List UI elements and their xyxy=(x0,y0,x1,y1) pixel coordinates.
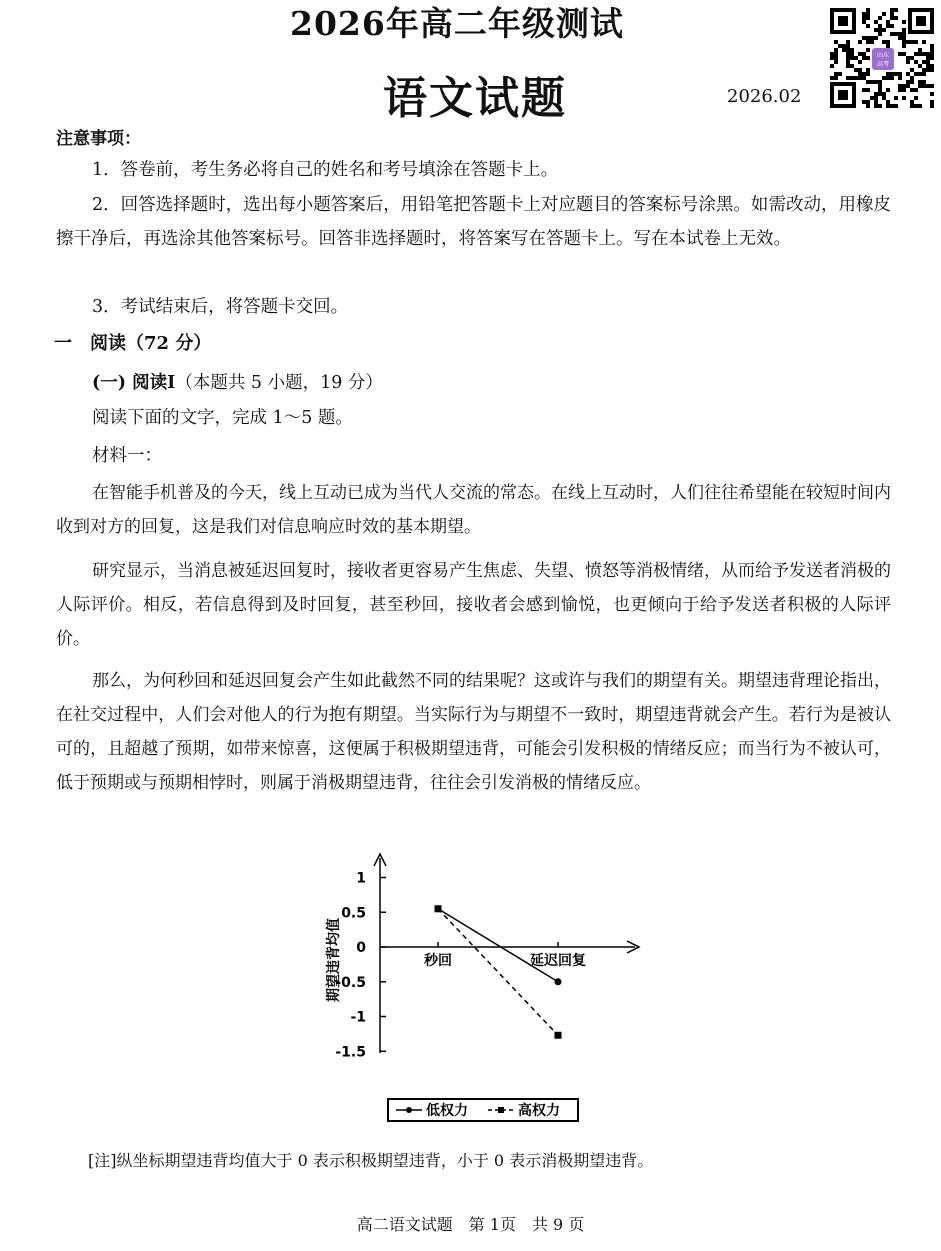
y-axis-label: 期望违背均值 xyxy=(326,918,342,1002)
y-tick-label: 1 xyxy=(356,870,366,887)
notes-heading: 注意事项： xyxy=(56,129,141,149)
subsection-heading xyxy=(92,369,383,394)
passage-paragraph-2: 研究显示，当消息被延迟回复时，接收者更容易产生焦虑、失望、愤怒等消极情绪，从而给予发送者消极的人际评价。相反，若信息得到及时回复，甚至秒回，接收者会感到愉悦，也更倾向于给予发送者积极的人际评价。 xyxy=(56,561,891,649)
data-point xyxy=(555,1032,562,1039)
legend-label: 高权力 xyxy=(518,1103,560,1119)
material-label: 材料一： xyxy=(92,446,162,466)
legend-marker xyxy=(406,1107,412,1113)
legend-label: 低权力 xyxy=(426,1103,468,1119)
data-point xyxy=(435,905,442,912)
y-tick-label: -0.5 xyxy=(335,974,366,991)
page-footer: 高二语文试题 第 1页 共 9 页 xyxy=(356,1215,585,1234)
series-line-1 xyxy=(438,909,558,1035)
subsection-label: (一) 阅读Ⅰ xyxy=(92,373,176,393)
reading-instruction: 阅读下面的文字，完成 1～5 题。 xyxy=(92,408,353,428)
section-heading: 一 阅读（72 分） xyxy=(54,333,212,354)
chart-note: [注]纵坐标期望违背均值大于 0 表示积极期望违背，小于 0 表示消极期望违背。 xyxy=(88,1151,654,1170)
exam-header: 2026年高二年级测试 xyxy=(290,4,624,43)
passage-paragraph-3: 那么，为何秒回和延迟回复会产生如此截然不同的结果呢？这或许与我们的期望有关。期望违背理论指出，在社交过程中，人们会对他人的行为抱有期望。当实际行为与期望不一致时，期望违背就会产生。若行为是被认可的，且超越了预期，如带来惊喜，这便属于积极期望违背，可能会引发积极的情绪反应；而当行为不被认可，低于预期或与预期相悖时，则属于消极期望违背，往往会引发消极的情绪反应。 xyxy=(56,671,891,793)
data-point xyxy=(555,978,562,985)
note-item-1: 1．答卷前，考生务必将自己的姓名和考号填涂在答题卡上。 xyxy=(92,160,559,180)
x-category-label: 秒回 xyxy=(424,953,452,969)
passage-paragraph-1: 在智能手机普及的今天，线上互动已成为当代人交流的常态。在线上互动时，人们往往希望能在较短时间内收到对方的回复，这是我们对信息响应时效的基本期望。 xyxy=(56,483,891,537)
y-tick-label: -1.5 xyxy=(335,1044,366,1061)
note-item-3: 3．考试结束后，将答题卡交回。 xyxy=(92,297,349,317)
qr-badge-line1: 山东 xyxy=(876,52,890,59)
subsection-info: （本题共 5 小题，19 分） xyxy=(175,373,383,393)
series-line-0 xyxy=(438,909,558,982)
qr-badge-line2: 高考 xyxy=(876,61,890,68)
expectation-violation-chart xyxy=(310,848,650,1128)
note-item-2: 2．回答选择题时，选出每小题答案后，用铅笔把答题卡上对应题目的答案标号涂黑。如需改动，用橡皮擦干净后，再选涂其他答案标号。回答非选择题时，将答案写在答题卡上。写在本试卷上无效。 xyxy=(56,195,891,249)
legend-marker xyxy=(498,1107,504,1113)
y-tick-label: 0 xyxy=(356,940,366,956)
subject-title: 语文试题 xyxy=(383,73,567,124)
y-tick-label: 0.5 xyxy=(341,905,366,922)
x-category-label: 延迟回复 xyxy=(530,953,586,969)
exam-date: 2026.02 xyxy=(727,86,802,107)
y-tick-label: -1 xyxy=(350,1009,366,1026)
qr-code xyxy=(828,6,936,110)
